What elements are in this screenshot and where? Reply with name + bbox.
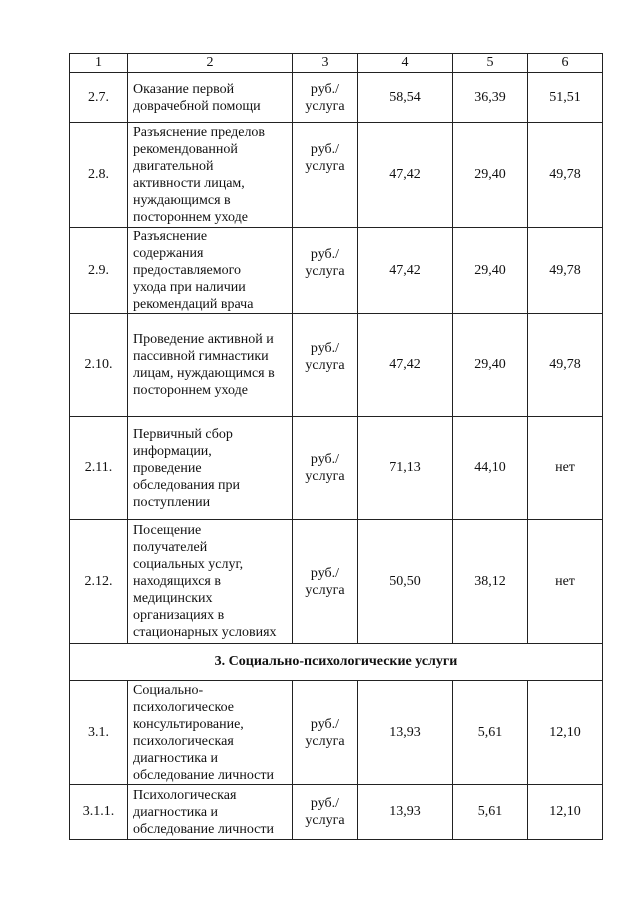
value-col4: 58,54 <box>358 73 453 123</box>
unit-cell: руб./ услуга <box>293 681 358 785</box>
table-row <box>70 123 603 228</box>
header-cell: 4 <box>358 54 453 73</box>
table-row <box>70 73 603 123</box>
service-name: Оказание первой доврачебной помощи <box>128 73 293 123</box>
section-row <box>70 644 603 681</box>
header-row <box>70 54 603 73</box>
value-col5: 5,61 <box>453 785 528 840</box>
table-row <box>70 681 603 785</box>
unit-cell: руб./ услуга <box>293 73 358 123</box>
value-col4: 47,42 <box>358 314 453 417</box>
table-row <box>70 314 603 417</box>
table-row <box>70 228 603 314</box>
value-col5: 38,12 <box>453 520 528 644</box>
value-col5: 44,10 <box>453 417 528 520</box>
service-name: Проведение активной и пассивной гимнастики лицам, нуждающимся в постороннем уходе <box>128 314 293 417</box>
value-col5: 29,40 <box>453 314 528 417</box>
row-number: 3.1. <box>70 681 128 785</box>
value-col6: нет <box>528 520 603 644</box>
value-col4: 47,42 <box>358 123 453 228</box>
service-name: Социально- психологическое консультирование, психологическая диагностика и обследование личности <box>128 681 293 785</box>
value-col6: нет <box>528 417 603 520</box>
header-cell: 1 <box>70 54 128 73</box>
value-col6: 51,51 <box>528 73 603 123</box>
row-number: 3.1.1. <box>70 785 128 840</box>
service-name: Первичный сбор информации, проведение обследования при поступлении <box>128 417 293 520</box>
value-col6: 49,78 <box>528 228 603 314</box>
unit-cell: руб./ услуга <box>293 314 358 417</box>
service-name: Психологическая диагностика и обследование личности <box>128 785 293 840</box>
value-col5: 36,39 <box>453 73 528 123</box>
value-col6: 12,10 <box>528 785 603 840</box>
value-col4: 13,93 <box>358 681 453 785</box>
row-number: 2.8. <box>70 123 128 228</box>
section-title: 3. Социально-психологические услуги <box>70 644 603 681</box>
header-cell: 6 <box>528 54 603 73</box>
value-col6: 49,78 <box>528 123 603 228</box>
value-col4: 13,93 <box>358 785 453 840</box>
row-number: 2.9. <box>70 228 128 314</box>
row-number: 2.10. <box>70 314 128 417</box>
header-cell: 2 <box>128 54 293 73</box>
service-name: Разъяснение пределов рекомендованной двигательной активности лицам, нуждающимся в постороннем уходе <box>128 123 293 228</box>
unit-cell: руб./ услуга <box>293 228 358 314</box>
tariff-table <box>69 53 603 840</box>
row-number: 2.12. <box>70 520 128 644</box>
unit-cell: руб./ услуга <box>293 123 358 228</box>
value-col6: 12,10 <box>528 681 603 785</box>
service-name: Разъяснение содержания предоставляемого ухода при наличии рекомендаций врача <box>128 228 293 314</box>
row-number: 2.11. <box>70 417 128 520</box>
service-name: Посещение получателей социальных услуг, находящихся в медицинских организациях в стационарных условиях <box>128 520 293 644</box>
table-row <box>70 417 603 520</box>
value-col4: 71,13 <box>358 417 453 520</box>
value-col5: 5,61 <box>453 681 528 785</box>
table-row <box>70 785 603 840</box>
value-col6: 49,78 <box>528 314 603 417</box>
unit-cell: руб./ услуга <box>293 520 358 644</box>
header-cell: 5 <box>453 54 528 73</box>
value-col4: 47,42 <box>358 228 453 314</box>
table-row <box>70 520 603 644</box>
header-cell: 3 <box>293 54 358 73</box>
unit-cell: руб./ услуга <box>293 785 358 840</box>
value-col4: 50,50 <box>358 520 453 644</box>
unit-cell: руб./ услуга <box>293 417 358 520</box>
value-col5: 29,40 <box>453 228 528 314</box>
row-number: 2.7. <box>70 73 128 123</box>
value-col5: 29,40 <box>453 123 528 228</box>
